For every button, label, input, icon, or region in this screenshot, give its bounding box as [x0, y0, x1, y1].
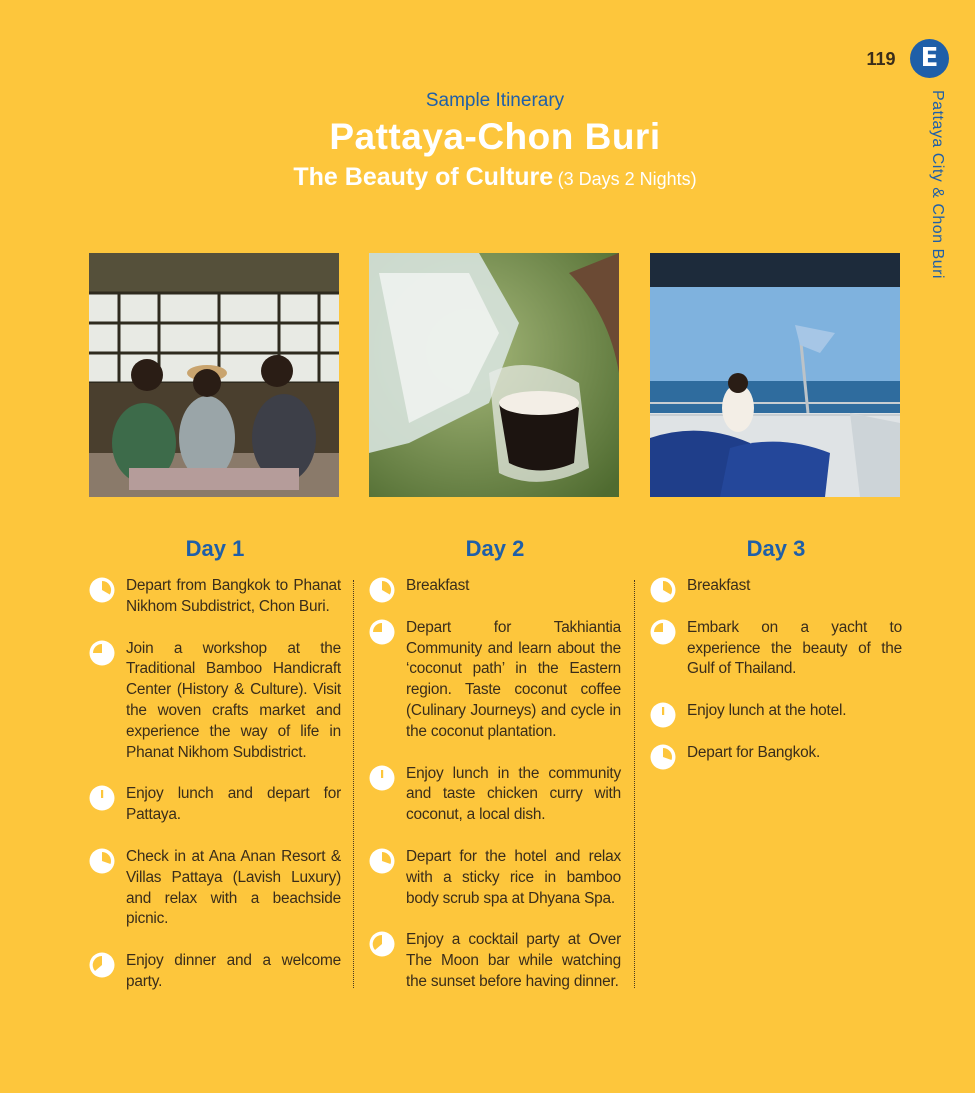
clock-icon	[369, 577, 395, 603]
clock-icon	[650, 619, 676, 645]
itinerary-list	[650, 576, 902, 764]
itinerary-item: Enjoy lunch and depart for Pattaya.	[89, 784, 341, 826]
day-title: Day 2	[465, 536, 525, 561]
clock-icon	[650, 702, 676, 728]
clock-icon	[89, 577, 115, 603]
column-divider	[353, 580, 354, 988]
itinerary-item: Enjoy dinner and a welcome party.	[89, 951, 341, 993]
day-column-1	[89, 536, 341, 1014]
clock-icon	[89, 848, 115, 874]
itinerary-item: Join a workshop at the Traditional Bamboo Handicraft Center (History & Culture). Visit the woven crafts market and experience the way of life in Phanat Nikhom Subdistrict.	[89, 639, 341, 764]
day-title: Day 3	[746, 536, 806, 561]
itinerary-item: Enjoy lunch in the community and taste chicken curry with coconut, a local dish.	[369, 764, 621, 826]
itinerary-item: Depart for the hotel and relax with a sticky rice in bamboo body scrub spa at Dhyana Spa.	[369, 847, 621, 909]
clock-icon	[369, 765, 395, 791]
itinerary-kicker: Sample Itinerary	[425, 90, 565, 111]
photo-yacht	[650, 253, 900, 497]
itinerary-item: Breakfast	[369, 576, 621, 597]
subtitle-main: The Beauty of Culture	[293, 163, 554, 191]
itinerary-list	[369, 576, 621, 993]
section-badge: E	[910, 39, 949, 78]
column-divider	[634, 580, 635, 988]
clock-icon	[89, 640, 115, 666]
clock-icon	[89, 952, 115, 978]
photo-workshop	[89, 253, 339, 497]
photo-coconut-coffee	[369, 253, 619, 497]
page-subtitle	[0, 163, 975, 192]
itinerary-item: Breakfast	[650, 576, 902, 597]
clock-icon	[369, 848, 395, 874]
clock-icon	[650, 744, 676, 770]
itinerary-item: Embark on a yacht to experience the beauty of the Gulf of Thailand.	[650, 618, 902, 680]
clock-icon	[369, 931, 395, 957]
itinerary-item: Depart for Bangkok.	[650, 743, 902, 764]
itinerary-item: Depart for Takhiantia Community and learn about the ‘coconut path’ in the Eastern region. Taste coconut coffee (Culinary Journeys) and cycle in the coconut plantation.	[369, 618, 621, 743]
itinerary-item: Check in at Ana Anan Resort & Villas Pattaya (Lavish Luxury) and relax with a beachside picnic.	[89, 847, 341, 930]
clock-icon	[650, 577, 676, 603]
itinerary-item: Enjoy lunch at the hotel.	[650, 701, 902, 722]
day-column-3	[650, 536, 902, 785]
itinerary-item: Depart from Bangkok to Phanat Nikhom Subdistrict, Chon Buri.	[89, 576, 341, 618]
page-number: 119	[866, 49, 896, 69]
itinerary-list	[89, 576, 341, 993]
side-label: Pattaya City & Chon Buri	[929, 90, 946, 279]
day-column-2	[369, 536, 621, 1014]
clock-icon	[89, 785, 115, 811]
clock-icon	[369, 619, 395, 645]
day-title: Day 1	[185, 536, 245, 561]
page-title: Pattaya-Chon Buri	[329, 116, 661, 157]
subtitle-duration: (3 Days 2 Nights)	[557, 169, 697, 189]
itinerary-item: Enjoy a cocktail party at Over The Moon bar while watching the sunset before having dinner.	[369, 930, 621, 992]
